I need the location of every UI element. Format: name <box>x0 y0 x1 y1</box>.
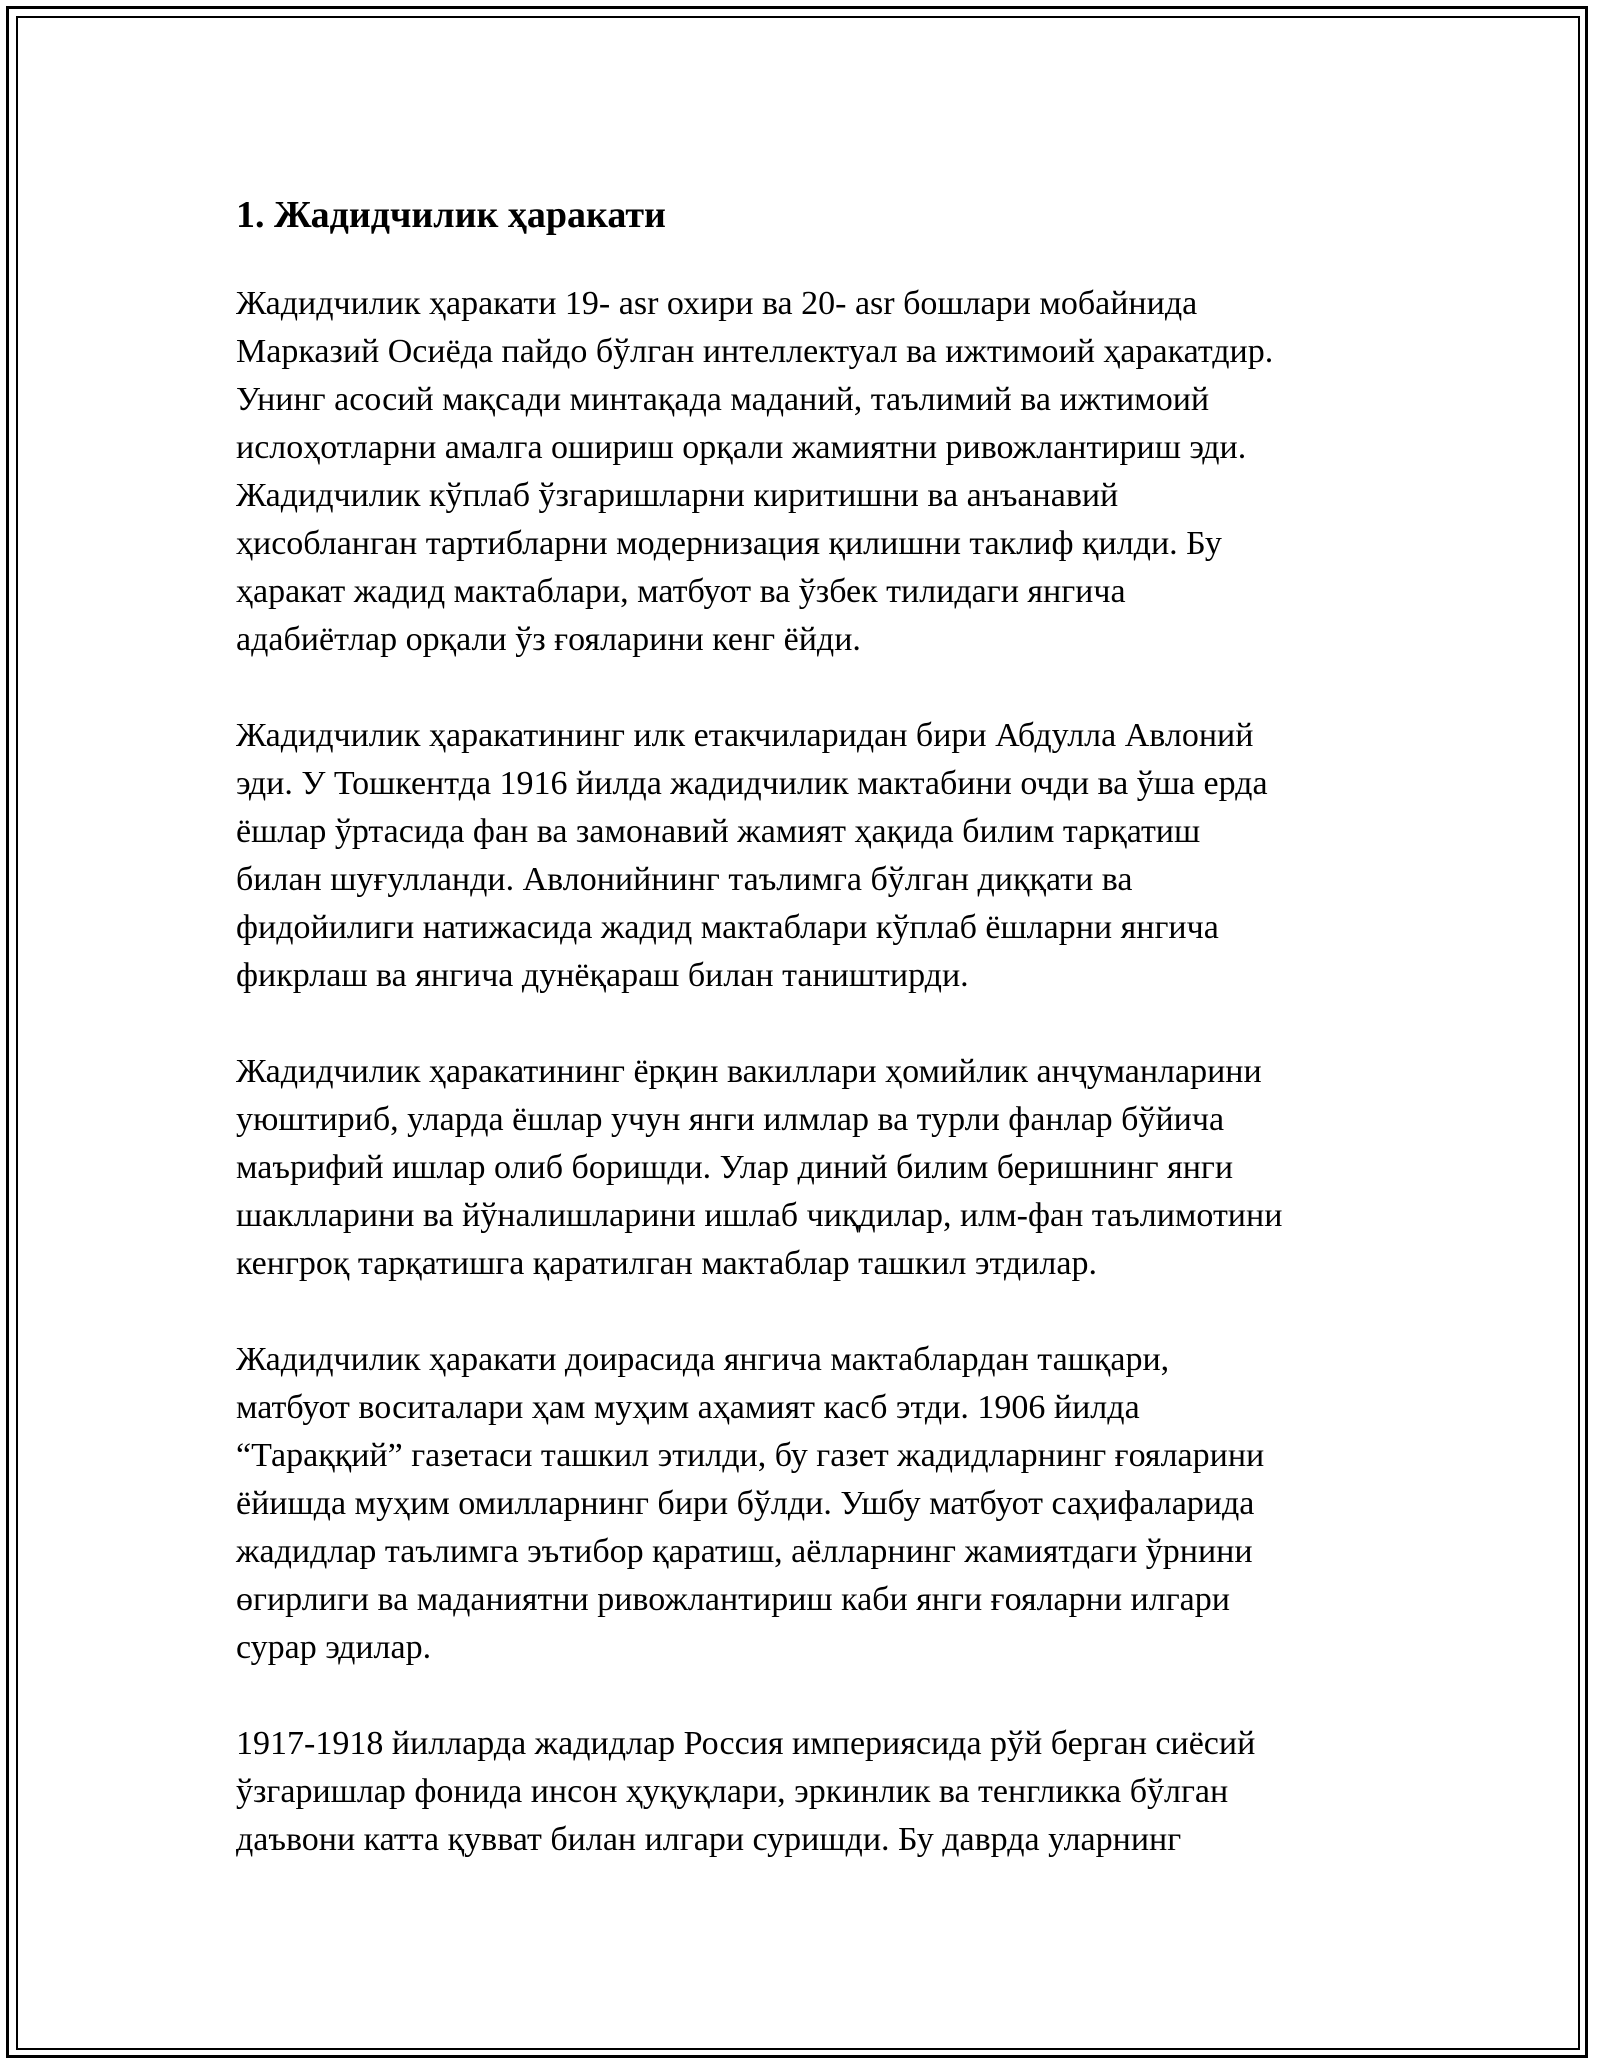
section-heading: 1. Жадидчилик ҳаракати <box>236 194 666 236</box>
document-body <box>236 180 1386 1912</box>
paragraph-2: Жадидчилик ҳаракатининг илк етакчиларидан бири Абдулла Авлоний эди. У Тошкентда 1916 йилда жадидчилик мактабини очди ва ўша ерда ёшлар ўртасида фан ва замонавий жамият ҳақида билим тарқатиш билан шуғулланди. Авлонийнинг таълимга бўлган диққати ва фидойилиги натижасида жадид мактаблари кўплаб ёшларни янгича фикрлаш ва янгича дунёқараш билан таништирди. <box>236 717 1268 994</box>
paragraph-5: 1917-1918 йилларда жадидлар Россия империясида рўй берган сиёсий ўзгаришлар фонида инсон ҳуқуқлари, эркинлик ва тенгликка бўлган даъвони катта қувват билан илгари суришди. Бу даврда уларнинг <box>236 1725 1256 1858</box>
paragraph-3: Жадидчилик ҳаракатининг ёрқин вакиллари ҳомийлик анҷуманларини уюштириб, уларда ёшлар учун янги илмлар ва турли фанлар бўйича маърифий ишлар олиб боришди. Улар диний билим беришнинг янги шаклларини ва йўналишларини ишлаб чиқдилар, илм-фан таълимотини кенгроқ тарқатишга қаратилган мактаблар ташкил этдилар. <box>236 1053 1283 1282</box>
paragraph-1: Жадидчилик ҳаракати 19- asr охири ва 20- asr бошлари мобайнида Марказий Осиёда пайдо бўлган интеллектуал ва ижтимоий ҳаракатдир. Унинг асосий мақсади минтақада маданий, таълимий ва ижтимоий ислоҳотларни амалга ошириш орқали жамиятни ривожлантириш эди. Жадидчилик кўплаб ўзгаришларни киритишни ва анъанавий ҳисобланган тартибларни модернизация қилишни таклиф қилди. Бу ҳаракат жадид мактаблари, матбуот ва ўзбек тилидаги янгича адабиётлар орқали ўз ғояларини кенг ёйди. <box>236 285 1274 658</box>
paragraph-4: Жадидчилик ҳаракати доирасида янгича мактаблардан ташқари, матбуот воситалари ҳам муҳим аҳамият касб этди. 1906 йилда “Тараққий” газетаси ташкил этилди, бу газет жадидларнинг ғояларини ёйишда муҳим омилларнинг бири бўлди. Ушбу матбуот саҳифаларида жадидлар таълимга эътибор қаратиш, аёлларнинг жамиятдаги ўрнини өгирлиги ва маданиятни ривожлантириш каби янги ғояларни илгари сурар эдилар. <box>236 1341 1265 1666</box>
